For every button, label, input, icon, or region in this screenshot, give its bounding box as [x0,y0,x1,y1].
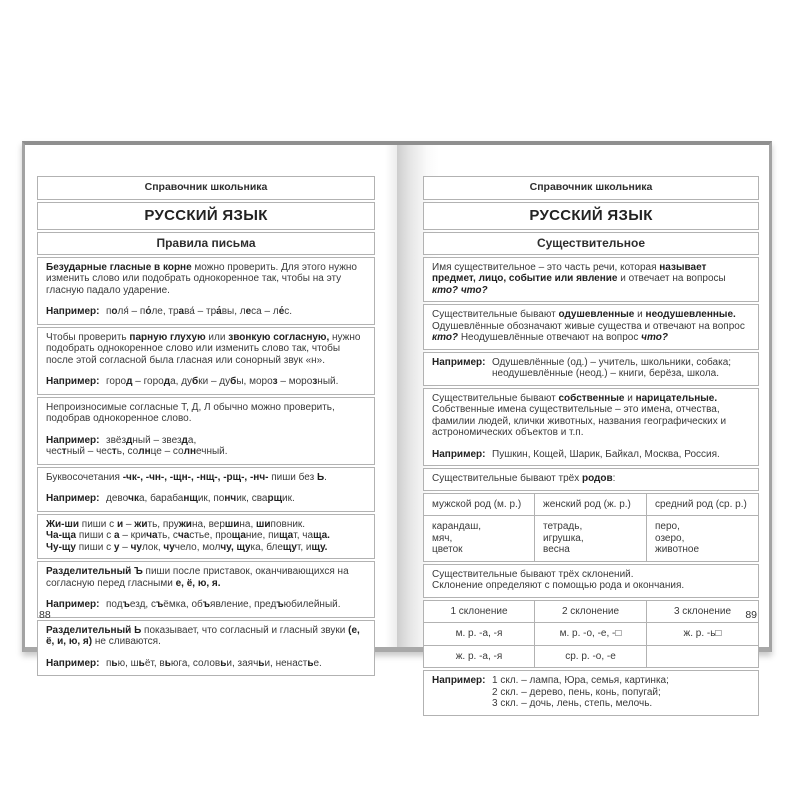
example-label: Например: [46,493,100,504]
example-row [46,306,366,318]
rule-text: Существительные бывают одушевленные и неодушевленные. Одушевлённые обозначают живые существа и отвечают на вопрос кто? Неодушевлённые отвечают на вопрос что? [432,309,745,343]
page-number-right: 89 [745,609,757,621]
example-label: Например: [46,657,100,669]
rule-block-genders-intro [423,468,759,491]
table-cell [647,646,759,669]
gender-table [423,493,759,562]
left-page [25,145,397,669]
example-block-animacy [423,352,759,386]
declension-table [423,600,759,669]
example-row [46,435,366,458]
example-row [46,493,366,505]
table-cell: 2 склонение [535,600,647,624]
rule-block-paired-consonants [37,327,375,395]
example-text: подъезд, съёмка, объявление, предъюбилейный. [106,599,341,610]
book-spread [22,141,772,709]
example-text: 1 скл. – лампа, Юра, семья, картинка; 2 скл. – дерево, пень, конь, попугай; 3 скл. – дочь, лень, степь, мелочь. [492,675,669,709]
left-section-title: Правила письма [37,232,375,255]
example-text: город – города, дубки – дубы, мороз – морозный. [106,376,339,387]
rule-text: Существительные бывают собственные и нарицательные. Собственные имена существительные – это имена, отчества, фамилии людей, клички животных, названия географических и астрономических объектов и т.п. [432,392,727,438]
rule-block-zhi-shi [37,514,375,560]
example-row [46,376,366,388]
table-cell: м. р. -а, -я [423,623,535,646]
example-label: Например: [432,675,486,686]
table-cell: женский род (ж. р.) [535,493,647,517]
rule-text: Жи-ши пиши с и – жить, пружина, вершина, шиповник. Ча-ща пиши с а – кричать, счастье, прощание, пищат, чаща. Чу-щу пиши с у – чулок, чучело, молчу, щука, блещут, ищу. [46,518,330,553]
rule-text: Непроизносимые согласные Т, Д, Л обычно можно проверить, подобрав однокоренное слово. [46,401,335,424]
example-label: Например: [46,599,100,610]
right-page [397,145,769,709]
page-number-left: 88 [39,609,51,621]
example-label: Например: [432,356,486,368]
rule-block-unstressed-vowels [37,257,375,325]
table-cell: карандаш, мяч, цветок [423,516,535,562]
example-text: звёздный – звезда, честный – честь, солнце – солнечный. [46,434,228,457]
table-cell: средний род (ср. р.) [647,493,759,517]
rule-block-silent-consonants [37,397,375,465]
rule-block-declension-intro [423,564,759,598]
rule-text: Существительные бывают трёх склонений. Склонение определяют с помощью рода и окончания. [432,568,685,591]
gender-table-header-row [423,493,759,517]
table-cell: мужской род (м. р.) [423,493,535,517]
example-row [432,449,750,461]
example-text: поля́ – по́ле, трава́ – тра́вы, леса – ле́с. [106,306,293,317]
example-row [432,675,750,710]
declension-table-row [423,646,759,669]
table-cell: ж. р. -а, -я [423,646,535,669]
example-row [46,599,366,611]
rule-block-hard-sign [37,561,375,618]
example-label: Например: [46,434,100,446]
table-cell: перо, озеро, животное [647,516,759,562]
declension-table-row [423,623,759,646]
table-cell: 3 склонение [647,600,759,624]
example-label: Например: [432,448,486,460]
example-text: девочка, барабанщик, пончик, сварщик. [106,493,295,504]
example-row [46,658,366,670]
rule-text: Чтобы проверить парную глухую или звонкую согласную, нужно подобрать однокоренное слово или изменить слово так, чтобы после этой согласной была гласная или сонорный звук «н». [46,331,361,366]
gender-table-data-row [423,516,759,562]
left-page-title: РУССКИЙ ЯЗЫК [37,202,375,230]
example-row [432,357,750,380]
rule-block-soft-sign [37,620,375,677]
rule-text: Разделительный Ъ пиши после приставок, оканчивающихся на согласную перед гласными е, ё, ю, я. [46,566,349,589]
rule-text: Имя существительное – это часть речи, которая называет предмет, лицо, событие или явление и отвечает на вопросы кто? что? [432,261,726,296]
example-text: Пушкин, Кощей, Шарик, Байкал, Москва, Россия. [492,448,720,460]
rule-text: Буквосочетания -чк-, -чн-, -щн-, -нщ-, -рщ-, -нч- пиши без Ь. [46,471,327,483]
table-cell: 1 склонение [423,600,535,624]
rule-text: Разделительный Ь показывает, что согласный и гласный звуки (е, ё, и, ю, я) не сливаются. [46,624,360,647]
rule-text: Безударные гласные в корне можно проверить. Для этого нужно изменить слово или подобрать однокоренное так, чтобы на эту гласную падало ударение. [46,261,357,296]
rule-block-proper-nouns [423,388,759,467]
table-cell: м. р. -о, -е, -□ [535,623,647,646]
rule-text: Существительные бывают трёх родов: [432,473,616,484]
example-label: Например: [46,306,100,317]
table-cell: ж. р. -ь□ [647,623,759,646]
example-text: пью, шьёт, вьюга, соловьи, заячьи, ненастье. [106,657,322,669]
right-page-title: РУССКИЙ ЯЗЫК [423,202,759,230]
rule-block-animacy [423,304,759,350]
table-cell: тетрадь, игрушка, весна [535,516,647,562]
pages-container [25,145,769,709]
rule-block-noun-definition [423,257,759,303]
left-page-header: Справочник школьника [37,176,375,200]
example-text: Одушевлённые (од.) – учитель, школьники, собака; неодушевлённые (неод.) – книги, берёза, школа. [492,356,732,379]
right-page-header: Справочник школьника [423,176,759,200]
example-block-declension [423,670,759,716]
table-cell: ср. р. -о, -е [535,646,647,669]
example-label: Например: [46,376,100,387]
right-section-title: Существительное [423,232,759,255]
rule-block-letter-combinations [37,467,375,512]
declension-table-header-row [423,600,759,624]
